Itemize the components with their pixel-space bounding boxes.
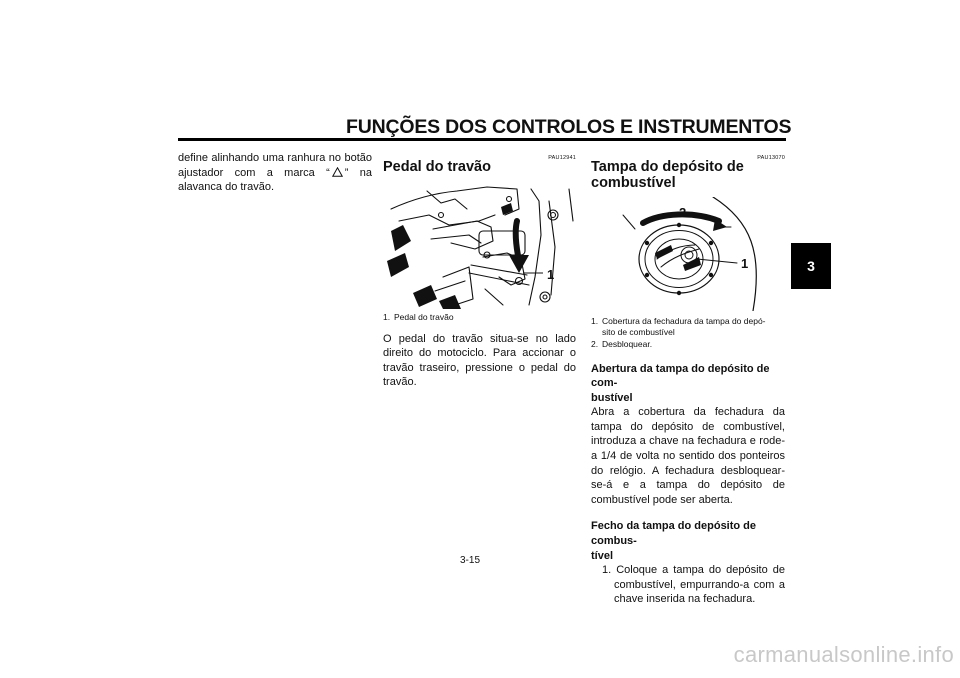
section-title-line-2: combustível — [591, 175, 676, 191]
caption-item-1 — [591, 316, 785, 337]
section-title-line-1: Tampa do depósito de — [591, 159, 744, 175]
caption-number: 2. — [591, 339, 599, 349]
section-title — [591, 159, 785, 191]
brake-pedal-illustration — [383, 181, 576, 309]
subsection-heading-line-1: Fecho da tampa do depósito de combus- — [591, 520, 757, 548]
caption-text: Pedal do travão — [394, 312, 454, 322]
brake-pedal-figure — [383, 181, 576, 309]
figure-caption — [383, 312, 576, 323]
subsection-heading-line-2: bustível — [591, 391, 633, 404]
figure-caption — [591, 316, 785, 350]
subsection-heading-open — [591, 362, 785, 406]
subsection-heading-line-1: Abertura da tampa do depósito de com- — [591, 362, 770, 390]
triangle-mark-icon — [332, 167, 343, 177]
caption-item-2 — [591, 339, 785, 350]
fuel-cap-figure — [591, 197, 785, 311]
subsection-body-open: Abra a cobertura da fechadura da tampa do depósito de combustível, introduza a chave na fechadura e rode-a 1/4 de volta no sentido dos ponteiros do relógio. A fechadura desbloquear-se-á e a tampa do depósito de combustível pode ser aberta. — [591, 406, 785, 506]
figure-callout-2: 2 — [679, 205, 687, 220]
page-title: FUNÇÕES DOS CONTROLOS E INSTRUMENTOS — [346, 116, 792, 138]
column-right — [591, 151, 785, 607]
paragraph-text-start: define alinhando uma ranhura no botão ajustador com a marca “ — [178, 152, 372, 179]
section-body: O pedal do travão situa-se no lado direito do motociclo. Para accionar o travão traseiro, pressione o pedal do travão. — [383, 332, 576, 389]
section-code: PAU13070 — [757, 155, 785, 161]
fuel-cap-illustration — [591, 197, 785, 311]
header-rule — [178, 138, 786, 141]
column-left — [178, 151, 372, 195]
section-title: Pedal do travão — [383, 159, 491, 175]
watermark: carmanualsonline.info — [733, 642, 954, 667]
subsection-heading-line-2: tível — [591, 549, 614, 562]
chapter-tab: 3 — [791, 243, 831, 289]
caption-number: 1. — [591, 316, 599, 326]
figure-callout-1: 1 — [547, 267, 555, 282]
section-code: PAU12941 — [548, 155, 576, 161]
page-number: 3-15 — [460, 555, 481, 566]
column-middle — [383, 151, 576, 390]
caption-text: Desbloquear. — [602, 339, 653, 349]
caption-text-continued: sito de combustível — [602, 326, 675, 337]
caption-number: 1. — [383, 312, 391, 322]
continued-paragraph — [178, 151, 372, 195]
caption-text: Cobertura da fechadura da tampa do depó- — [602, 316, 766, 326]
step-item: 1. Coloque a tampa do depósito de combustível, empurrando-a com a chave inserida na fechadura. — [602, 564, 785, 606]
subsection-heading-close — [591, 519, 785, 563]
paragraph-text-end: ” na alavanca do travão. — [178, 166, 372, 194]
figure-callout-1: 1 — [741, 256, 749, 271]
